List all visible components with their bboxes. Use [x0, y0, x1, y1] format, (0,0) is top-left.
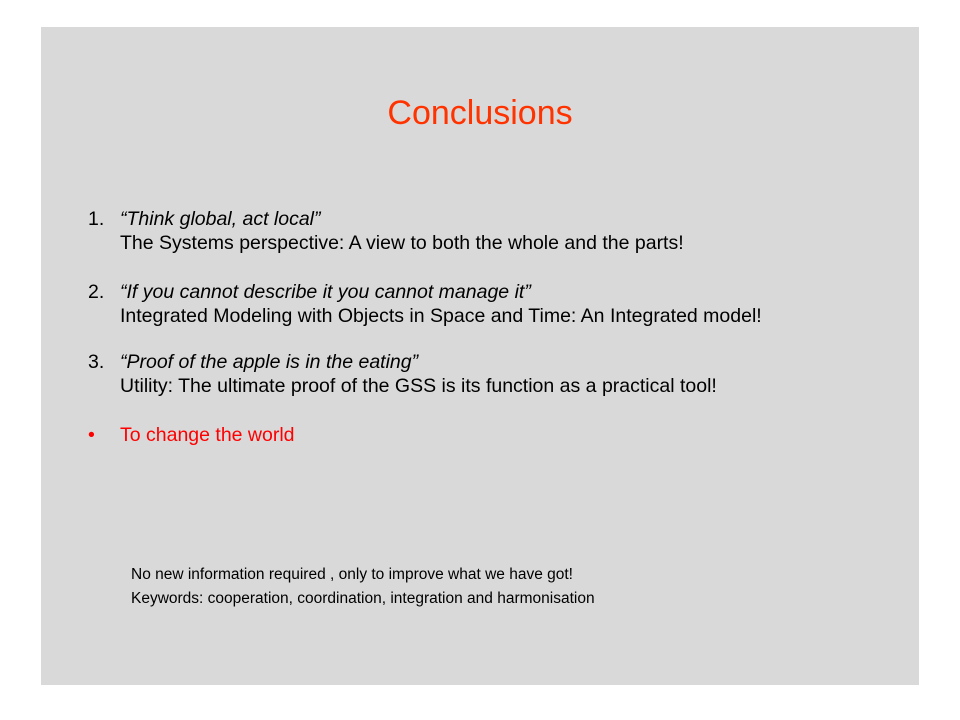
- slide-title: Conclusions: [387, 94, 573, 132]
- item-body: [120, 280, 900, 328]
- item-number: 2.: [88, 281, 105, 303]
- item-number: 3.: [88, 351, 105, 373]
- item-text: The Systems perspective: A view to both the whole and the parts!: [120, 232, 684, 254]
- note-line-2: Keywords: cooperation, coordination, integration and harmonisation: [131, 590, 595, 607]
- item-body: [120, 350, 900, 398]
- item-body: [120, 207, 900, 255]
- item-number: 1.: [88, 208, 105, 230]
- item-text: Integrated Modeling with Objects in Space and Time: An Integrated model!: [120, 305, 762, 327]
- bullet-icon: •: [88, 424, 95, 446]
- note-line-1: No new information required , only to improve what we have got!: [131, 566, 573, 583]
- slide: [41, 27, 919, 685]
- item-quote: “If you cannot describe it you cannot manage it”: [120, 281, 531, 303]
- item-text: Utility: The ultimate proof of the GSS is its function as a practical tool!: [120, 375, 717, 397]
- bullet-text: To change the world: [120, 424, 295, 446]
- item-quote: “Think global, act local”: [120, 208, 321, 230]
- item-quote: “Proof of the apple is in the eating”: [120, 351, 419, 373]
